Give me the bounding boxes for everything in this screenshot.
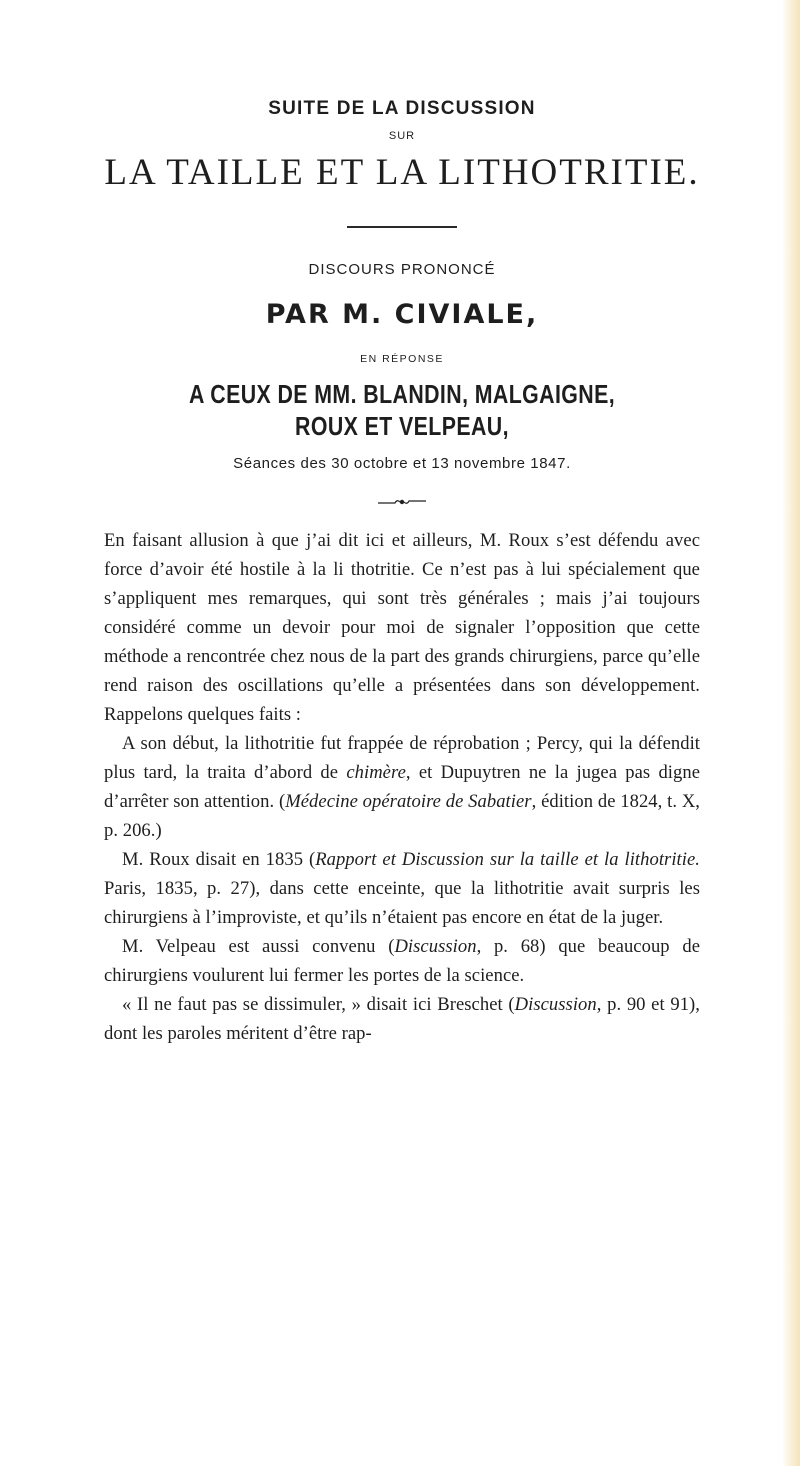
paragraph-4-text-a: M. Velpeau est aussi convenu ( [122,936,395,957]
paragraph-2-text-b: , et Dupuytren ne la jugea pas digne d’arrêter son attention. ( [104,762,701,812]
suite-title: SUITE DE LA DISCUSSION [268,98,536,119]
paragraph-5-text-a: « Il ne faut pas se dissimuler, » disait ici Breschet ( [122,994,515,1015]
paragraph-2-text-c: , édition de 1824, t. X, p. 206.) [104,791,701,841]
paragraph-3-text-b: Paris, 1835, p. 27), dans cette enceinte, que la lithotritie avait surpris les chirurgiens à l’improviste, et qu’ils n’étaient pas encore en état de la juger. [104,878,700,928]
sessions-line: Séances des 30 octobre et 13 novembre 1847. [233,455,571,472]
paragraph-4-source: Discussion [394,936,477,957]
paragraph-4-text-b: , p. 68) que beaucoup de chirurgiens voulurent lui fermer les portes de la science. [104,936,700,986]
discours-line: DISCOURS PRONONCÉ [308,261,496,278]
paragraph-3-text-a: M. Roux disait en 1835 ( [122,849,316,870]
title-rule [347,226,457,228]
paragraph-2 [104,729,700,845]
paragraph-2-source: Médecine opératoire de Sabatier [285,791,532,812]
paragraph-1-text: En faisant allusion à que j’ai dit ici et ailleurs, M. Roux s’est défendu avec force d’avoir été hostile à la li thotritie. Ce n’est pas à lui spécialement que s’appliquent mes remarques, qui sont très générales ; mais j’ai toujours considéré comme un devoir pour moi de signaler l’opposition que cette méthode a rencontrée chez nous de la part des grands chirurgiens, parce qu’elle rend raison des oscillations qu’elle a présentées dans son développement. Rappelons quelques faits : [104,530,700,725]
paragraph-5-text-b: , p. 90 et 91), dont les paroles méritent d’être rap- [104,994,700,1044]
document-page [104,96,700,1048]
paragraph-3-source: Rapport et Discussion sur la taille et la lithotritie. [315,849,700,870]
sur-label: SUR [388,130,416,142]
paragraph-3 [104,845,700,932]
author-line: PAR M. CIVIALE, [265,299,539,330]
paragraph-4 [104,932,700,990]
en-reponse-label: EN RÉPONSE [360,353,444,365]
addressees-line: A CEUX DE MM. BLANDIN, MALGAIGNE, ROUX ET VELPEAU, [188,379,616,441]
page-edge [782,0,800,1466]
paragraph-2-text-a: A son début, la lithotritie fut frappée de réprobation ; Percy, qui la défendit plus tard, la traita d’abord de [104,733,700,783]
ornament-divider-icon [377,498,427,506]
title-block [104,96,700,506]
paragraph-5 [104,990,700,1048]
main-title: LA TAILLE ET LA LITHOTRITIE. [104,152,700,193]
body-text [104,526,700,1048]
paragraph-2-chimere: chimère [346,762,406,783]
paragraph-5-source: Discussion [514,994,597,1015]
paragraph-1 [104,526,700,729]
